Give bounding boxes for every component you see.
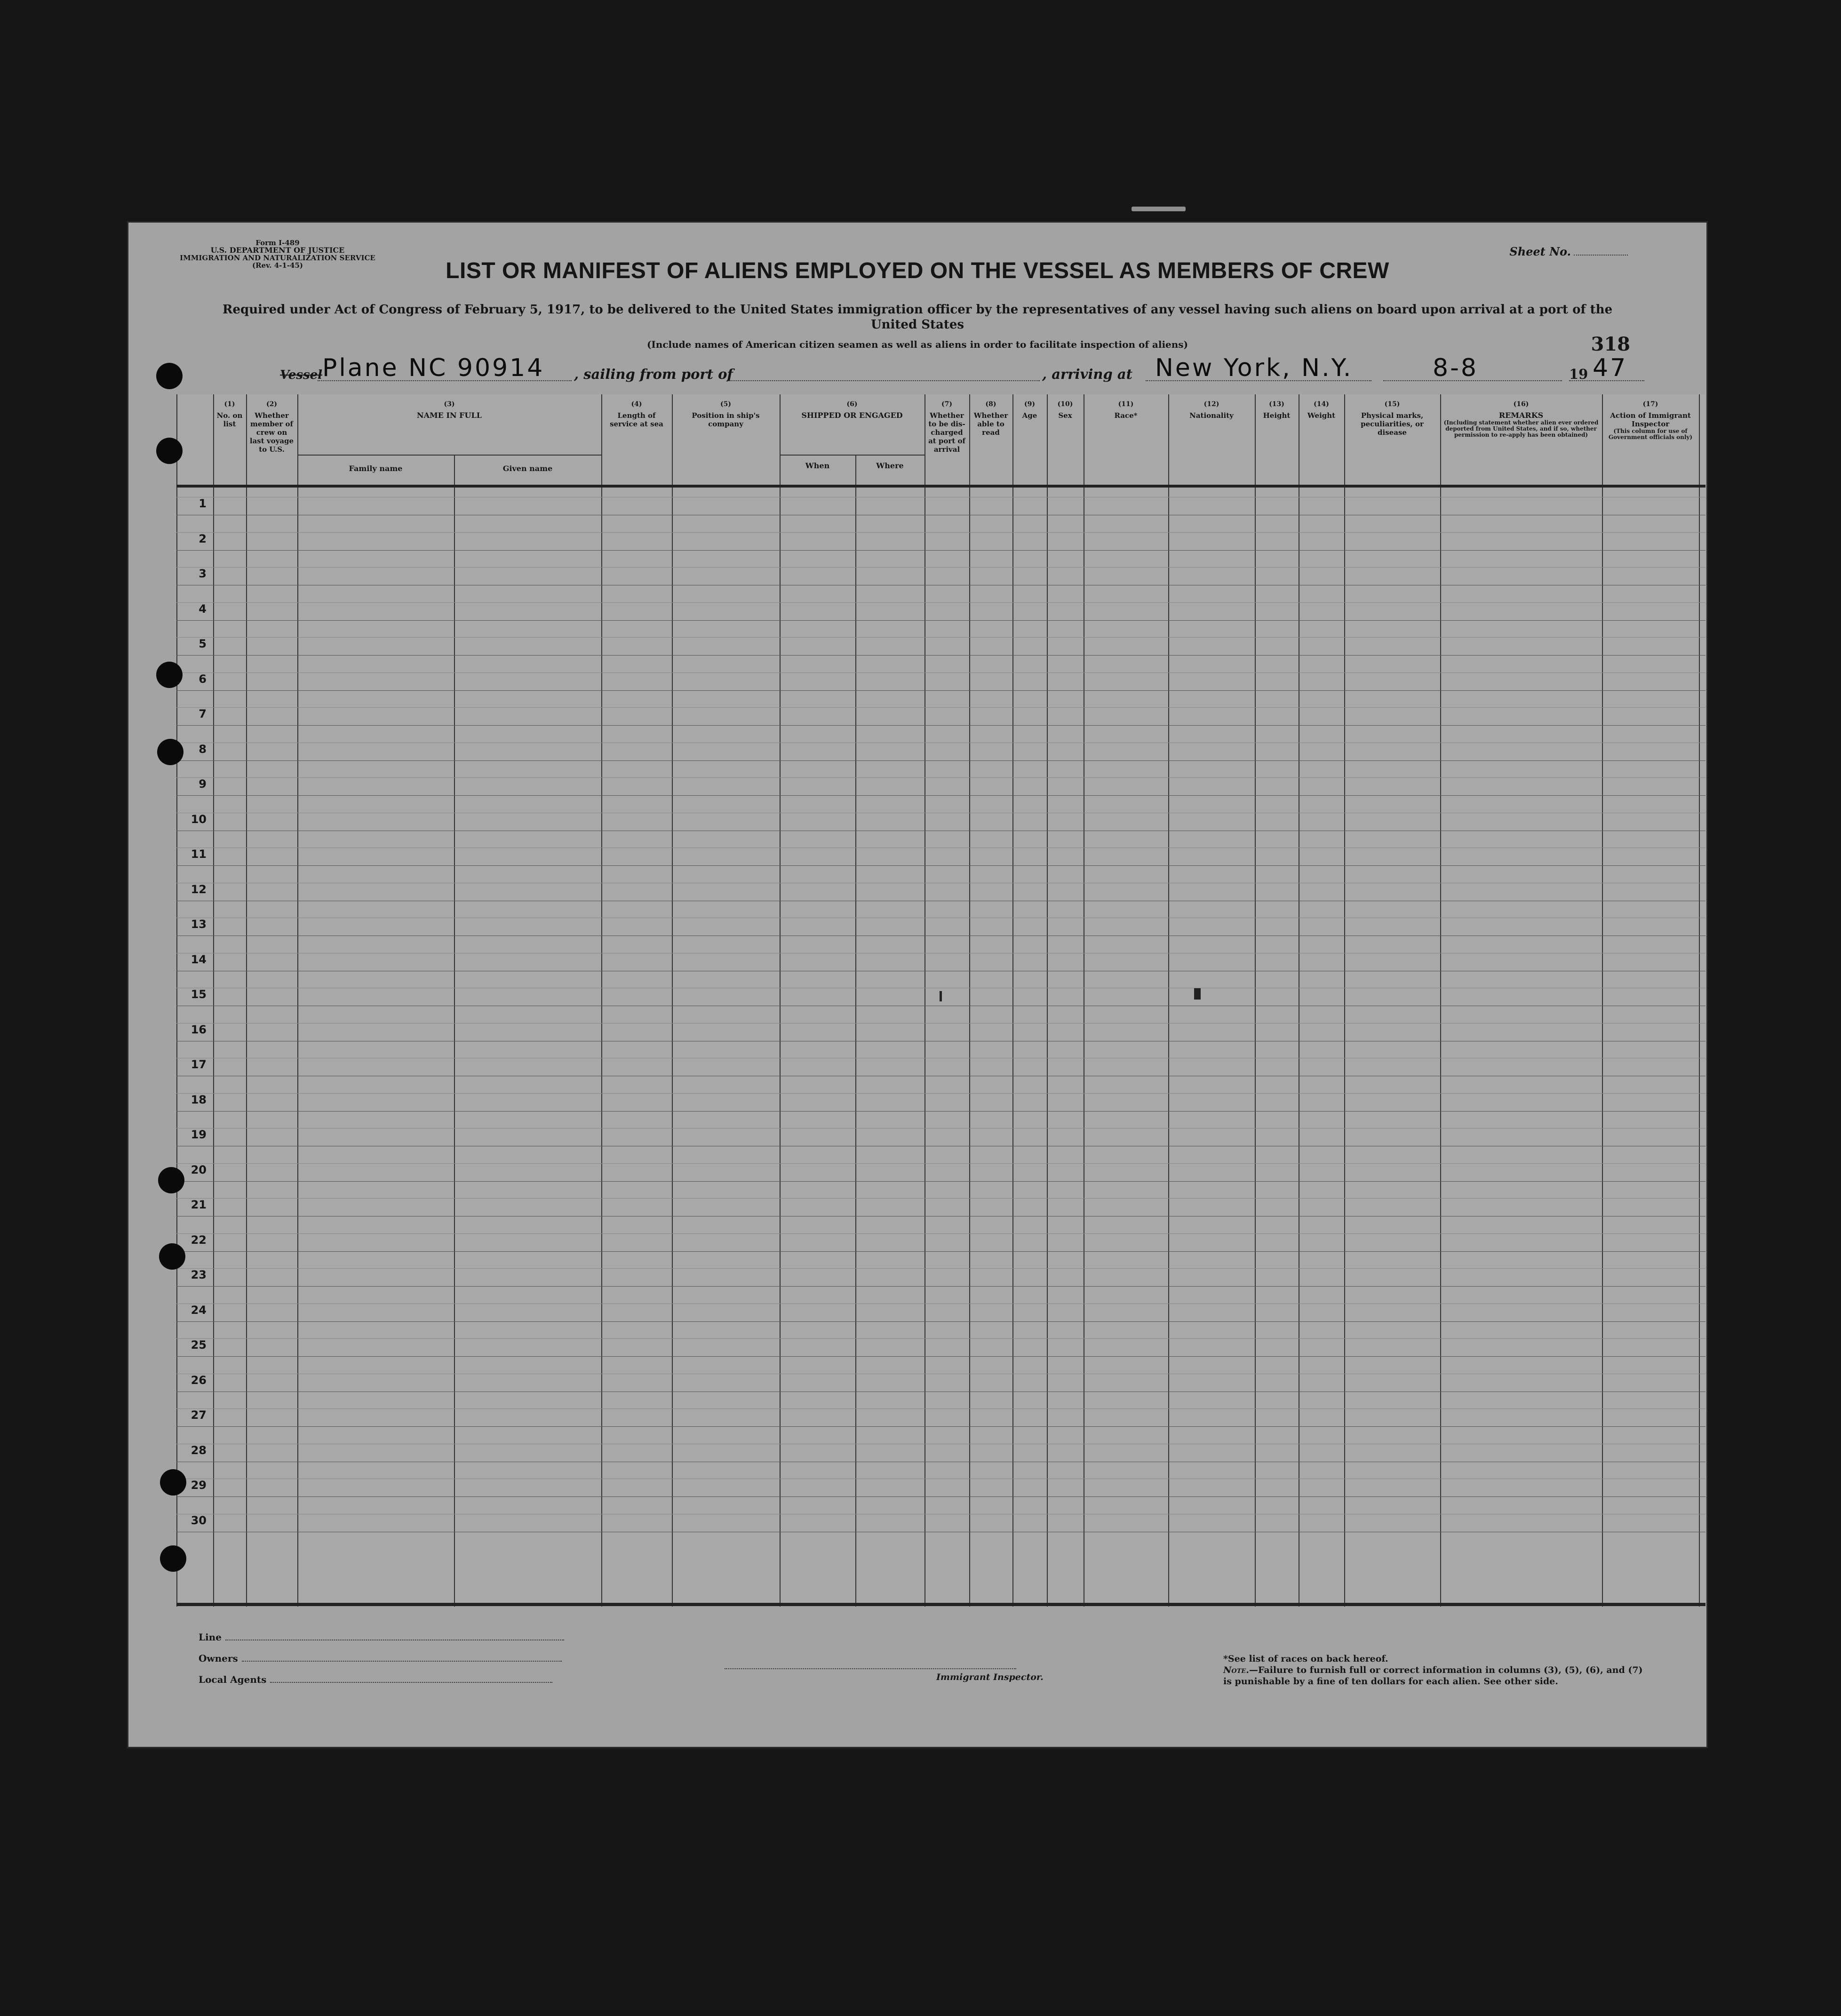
table-row[interactable] (176, 1356, 1706, 1357)
table-row[interactable] (176, 865, 1706, 866)
table-row[interactable] (176, 620, 1706, 621)
binder-hole (158, 1167, 184, 1193)
penalty-note: Note.—Failure to furnish full or correct information in columns (3), (5), (6), and (7) is punishable by a fine of ten dollars for each alien. See other side. (1223, 1665, 1643, 1687)
col-header-3: (3) NAME IN FULL (416, 400, 482, 420)
row-guide (176, 1408, 1706, 1409)
table-row[interactable] (176, 725, 1706, 726)
line-field[interactable] (199, 1632, 564, 1643)
col-subheader-given-name: Given name (502, 464, 553, 473)
table-row[interactable] (176, 690, 1706, 691)
col-rule (1255, 394, 1256, 1607)
arriving-value[interactable]: New York, N.Y. (1155, 354, 1353, 382)
row-number: 25 (191, 1338, 207, 1352)
header-rule (176, 485, 1706, 488)
col-rule (1699, 394, 1700, 1607)
row-guide (176, 602, 1706, 603)
date-field-line (1383, 380, 1562, 381)
col-header-14: (14) Weight (1307, 400, 1336, 420)
row-number: 17 (191, 1058, 207, 1071)
vessel-value[interactable]: Plane NC 90914 (322, 354, 545, 382)
row-number: 29 (191, 1479, 207, 1492)
inspector-signature-line[interactable] (725, 1668, 1016, 1669)
row-number: 23 (191, 1268, 207, 1281)
row-guide (176, 777, 1706, 778)
col-rule (246, 394, 247, 1607)
table-row[interactable] (176, 1251, 1706, 1252)
binder-hole (156, 662, 183, 688)
row-number: 8 (199, 742, 207, 756)
binder-hole (159, 1243, 185, 1270)
table-row[interactable] (176, 1181, 1706, 1182)
col-rule (213, 394, 214, 1607)
col-rule (601, 394, 602, 1607)
sailing-label: , sailing from port of (574, 366, 733, 382)
table-row[interactable] (176, 795, 1706, 796)
row-number: 20 (191, 1163, 207, 1176)
manifest-sheet (127, 221, 1708, 1748)
col-subheader-where: Where (876, 461, 904, 470)
col-rule (969, 394, 970, 1607)
col-header-13: (13) Height (1263, 400, 1291, 420)
arriving-field-line (1146, 380, 1371, 381)
col-rule (1047, 394, 1048, 1607)
form-number: Form I-489 (255, 239, 300, 247)
subtitle: Required under Act of Congress of February 5, 1917, to be delivered to the United States immigration officer by the representatives of any vessel having such aliens on board upon arrival at a port of the United States (222, 303, 1613, 332)
col-header-17: (17) Action of Immigrant Inspector (This column for use of Government officials only) (1608, 400, 1693, 440)
inspector-label: Immigrant Inspector. (936, 1672, 1044, 1682)
table-row[interactable] (176, 760, 1706, 761)
row-number: 19 (191, 1128, 207, 1141)
col-header-1: (1) No. on list (216, 400, 243, 428)
row-guide (176, 1198, 1706, 1199)
col-rule (780, 394, 781, 1607)
sheet-number-label: Sheet No. (1509, 245, 1571, 258)
race-note: *See list of races on back hereof. (1223, 1654, 1388, 1664)
row-number: 10 (191, 812, 207, 826)
shipped-subheader-rule (780, 455, 924, 456)
ink-mark (940, 991, 942, 1001)
date-value[interactable]: 8-8 (1433, 354, 1478, 382)
row-guide (176, 1023, 1706, 1024)
col-header-11: (11) Race* (1114, 400, 1138, 420)
row-number: 13 (191, 918, 207, 931)
subnote: (Include names of American citizen seamen as well as aliens in order to facilitate inspection of aliens) (646, 339, 1188, 350)
vessel-label: Vessel (280, 368, 323, 382)
voyage-line (280, 354, 1691, 386)
revision: (Rev. 4-1-45) (252, 261, 303, 270)
row-number: 9 (199, 777, 207, 791)
row-guide (176, 637, 1706, 638)
page-title: LIST OR MANIFEST OF ALIENS EMPLOYED ON THE VESSEL AS MEMBERS OF CREW (446, 258, 1389, 283)
year-prefix: 19 (1569, 366, 1588, 382)
col-header-9: (9) Age (1022, 400, 1037, 420)
row-number: 14 (191, 952, 207, 966)
binder-hole (160, 1469, 186, 1496)
col-rule (1012, 394, 1013, 1607)
col-header-5: (5) Position in ship's company (692, 400, 760, 428)
row-number: 24 (191, 1303, 207, 1317)
name-subheader-rule (297, 455, 601, 456)
col-rule (924, 394, 925, 1607)
row-number: 11 (191, 848, 207, 861)
stamp-number: 318 (1591, 333, 1630, 355)
col-rule (1440, 394, 1441, 1607)
col-header-2: (2) Whether member of crew on last voyage to U.S. (249, 400, 294, 454)
row-number: 26 (191, 1373, 207, 1387)
year-field-line (1569, 380, 1644, 381)
col-rule (176, 394, 177, 1607)
col-header-15: (15) Physical marks, peculiarities, or disease (1361, 400, 1424, 437)
owners-field-rule (242, 1661, 562, 1662)
col-header-4: (4) Length of service at sea (610, 400, 663, 428)
row-number: 2 (199, 532, 207, 545)
binder-hole (157, 739, 183, 765)
binder-hole (156, 438, 183, 464)
col-rule (672, 394, 673, 1607)
row-number: 15 (191, 988, 207, 1001)
department: U.S. DEPARTMENT OF JUSTICE (210, 246, 345, 255)
vessel-field-line (318, 380, 572, 381)
row-number: 12 (191, 882, 207, 896)
col-rule (855, 455, 856, 1607)
owners-field[interactable] (199, 1653, 562, 1664)
col-header-10: (10) Sex (1057, 400, 1073, 420)
table-row[interactable] (176, 1321, 1706, 1322)
row-number: 18 (191, 1093, 207, 1106)
local-agents-field-rule (270, 1682, 552, 1683)
col-header-12: (12) Nationality (1189, 400, 1234, 420)
table-row[interactable] (176, 1286, 1706, 1287)
col-rule (1602, 394, 1603, 1607)
year-value[interactable]: 47 (1593, 354, 1628, 382)
sheet-number (1509, 245, 1628, 258)
row-number: 22 (191, 1233, 207, 1247)
row-guide (176, 1093, 1706, 1094)
col-header-6: (6) SHIPPED OR ENGAGED (801, 400, 903, 420)
row-guide (176, 532, 1706, 533)
table-row[interactable] (176, 1111, 1706, 1112)
row-number: 28 (191, 1443, 207, 1457)
row-number: 21 (191, 1198, 207, 1211)
row-number: 3 (199, 567, 207, 580)
local-agents-label: Local Agents (199, 1674, 267, 1685)
row-number: 27 (191, 1408, 207, 1422)
table-row[interactable] (176, 550, 1706, 551)
table-row[interactable] (176, 655, 1706, 656)
row-number: 1 (199, 497, 207, 510)
col-subheader-family-name: Family name (349, 464, 403, 473)
col-rule (454, 455, 455, 1607)
col-header-16: (16) REMARKS (Including statement whether alien ever ordered deported from United States, and if so, whether permission to re-apply has been obtained) (1443, 400, 1599, 438)
local-agents-field[interactable] (199, 1674, 552, 1685)
owners-label: Owners (199, 1653, 238, 1664)
row-number: 6 (199, 672, 207, 686)
col-rule (1344, 394, 1345, 1607)
paper-tab (1132, 207, 1186, 211)
col-header-8: (8) Whether able to read (973, 400, 1008, 437)
row-guide (176, 1338, 1706, 1339)
footnote (1223, 1653, 1647, 1687)
row-guide (176, 1163, 1706, 1164)
row-guide (176, 1233, 1706, 1234)
crew-table (176, 394, 1706, 1607)
col-rule (297, 394, 298, 1607)
row-number: 16 (191, 1023, 207, 1036)
row-number: 4 (199, 602, 207, 616)
row-number: 7 (199, 707, 207, 720)
sheet-number-field[interactable] (1574, 255, 1628, 256)
arriving-label: , arriving at (1042, 366, 1133, 382)
col-header-7: (7) Whether to be dis-charged at port of arrival (928, 400, 965, 454)
table-row[interactable] (176, 1426, 1706, 1427)
table-row[interactable] (176, 1496, 1706, 1497)
line-label: Line (199, 1632, 222, 1643)
table-bottom-rule (176, 1603, 1706, 1606)
service: IMMIGRATION AND NATURALIZATION SERVICE (180, 254, 375, 262)
row-number: 5 (199, 637, 207, 650)
col-subheader-when: When (805, 461, 830, 470)
row-guide (176, 707, 1706, 708)
row-number: 30 (191, 1513, 207, 1527)
col-rule (1168, 394, 1169, 1607)
row-guide (176, 567, 1706, 568)
row-guide (176, 672, 1706, 673)
binder-hole (160, 1545, 186, 1572)
sailing-field[interactable] (729, 380, 1040, 381)
ink-mark (1194, 988, 1201, 1000)
row-guide (176, 1268, 1706, 1269)
binder-hole (156, 363, 183, 389)
